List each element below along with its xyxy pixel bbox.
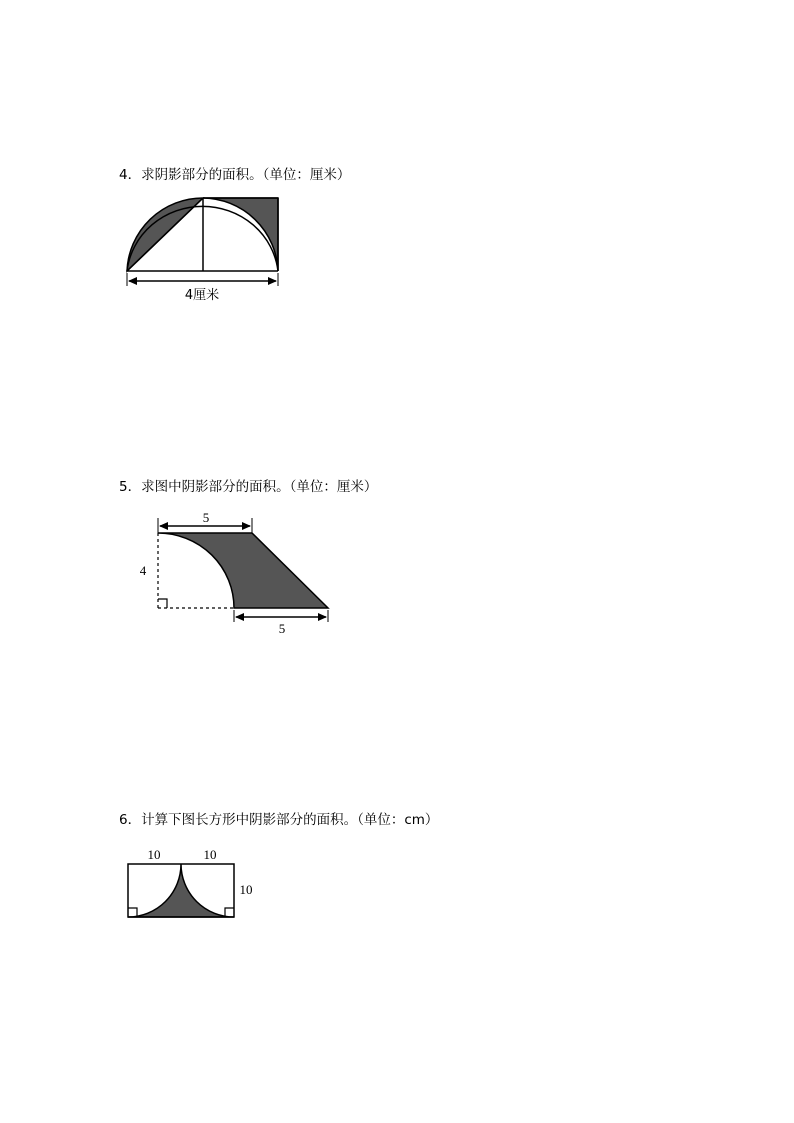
q4-diagonal-line (127, 198, 203, 271)
question-5-text: 5．求图中阴影部分的面积。（单位：厘米） (119, 479, 378, 495)
q5-top-label: 5 (202, 510, 210, 525)
q5-right-angle-mark (158, 599, 167, 608)
q4-dimension-arrow (127, 273, 278, 286)
q6-right-angle-mark-right (225, 908, 234, 917)
q5-bottom-label: 5 (278, 621, 286, 636)
q6-right-angle-mark-left (128, 908, 137, 917)
q5-shaded-region (158, 533, 328, 608)
q6-top-right-label: 10 (203, 847, 217, 862)
question-6-text: 6．计算下图长方形中阴影部分的面积。（单位：cm） (119, 812, 439, 828)
q5-top-dimension-arrow (158, 518, 252, 533)
question-4-text: 4．求阴影部分的面积。（单位：厘米） (119, 167, 351, 183)
q5-bottom-dimension-arrow (234, 610, 328, 622)
q5-left-label: 4 (139, 563, 147, 578)
q6-shaded-region (128, 864, 234, 917)
q4-base-label: 4厘米 (184, 288, 220, 303)
q4-semicircle-arc (127, 206, 278, 271)
q6-rectangle (128, 864, 234, 917)
q4-shaded-right-corner (203, 198, 278, 271)
q6-right-label: 10 (239, 882, 253, 897)
q4-shaded-left-segment (127, 198, 203, 271)
q6-top-left-label: 10 (147, 847, 161, 862)
